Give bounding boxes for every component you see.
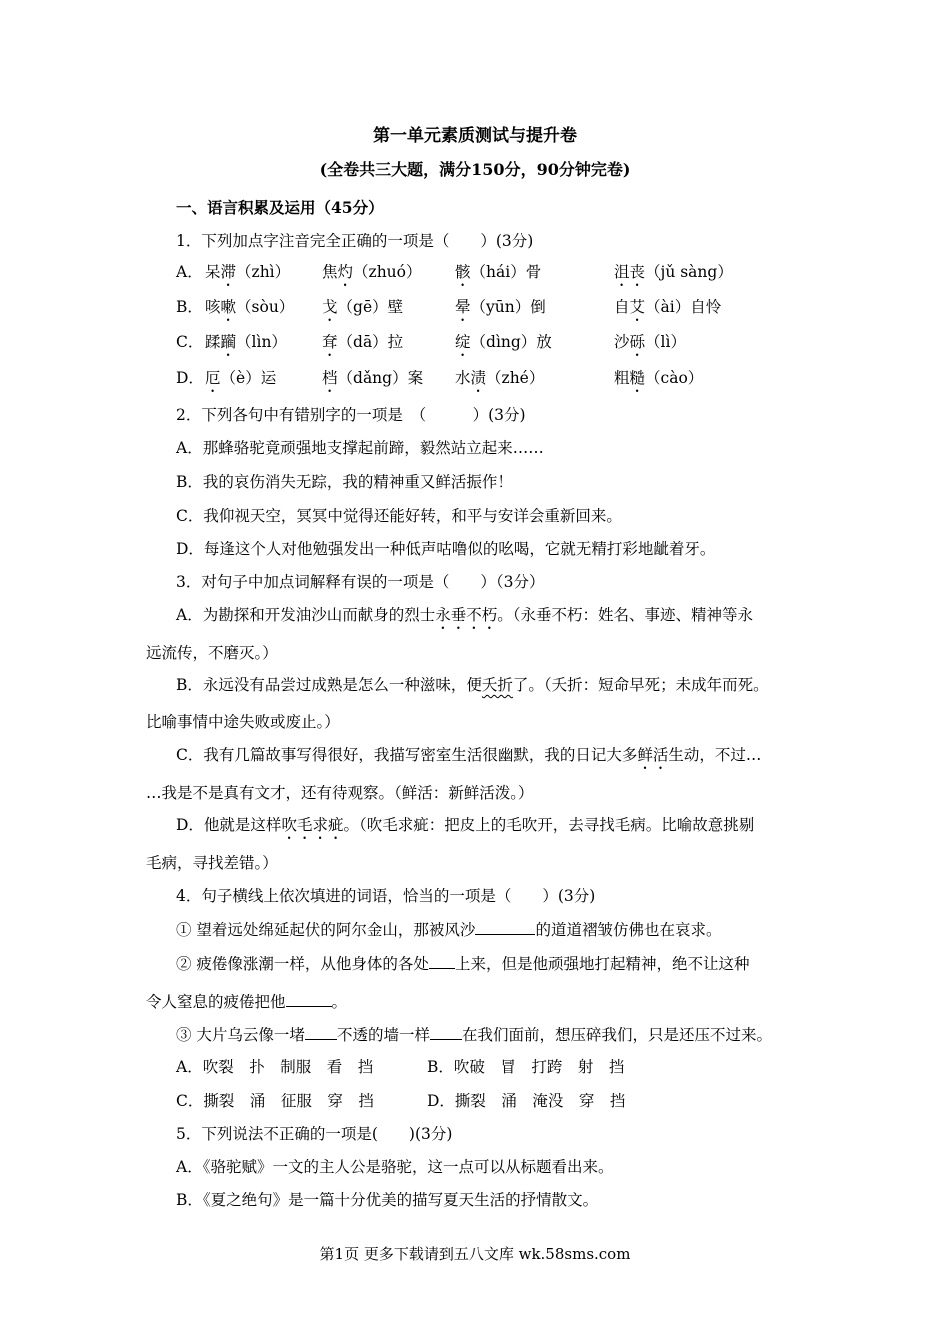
option-item: 沮丧（jǔ sàng） [614, 263, 733, 281]
question-5-option-b: B．《夏之绝句》是一篇十分优美的描写夏天生活的抒情散文。 [176, 1191, 599, 1209]
option-label: B． [176, 298, 203, 316]
option-item: 绽（dìng）放 [455, 333, 552, 351]
option-item: 粗糙（cào） [614, 369, 704, 387]
page-subtitle: (全卷共三大题，满分150分，90分钟完卷) [319, 160, 631, 179]
option-item: 呆滞（zhì） [205, 263, 291, 281]
option-item: 自艾（ài）自怜 [614, 298, 722, 316]
question-4-option-a: A．吹裂 扑 制服 看 挡 [176, 1058, 374, 1076]
option-item: 水渍（zhé） [455, 369, 545, 387]
question-4-option-c: C．撕裂 涌 征服 穿 挡 [176, 1092, 374, 1110]
option-item: 档（dǎng）案 [322, 369, 424, 387]
question-3-stem: 3．对句子中加点词解释有误的一项是（ ）（3分） [176, 573, 545, 591]
fill-blank [286, 991, 332, 1007]
fill-blank [305, 1024, 337, 1040]
option-item: 骸（hái）骨 [455, 263, 542, 281]
fill-blank [429, 953, 455, 969]
option-label: C． [176, 333, 204, 351]
page-title: 第一单元素质测试与提升卷 [373, 126, 577, 146]
question-3-option-b: B．永远没有品尝过成熟是怎么一种滋味，便夭折了。（夭折：短命早死；未成年而死。 [176, 676, 769, 694]
question-3-option-d-cont: 毛病，寻找差错。） [146, 854, 278, 872]
question-5-option-a: A．《骆驼赋》一文的主人公是骆驼，这一点可以从标题看出来。 [176, 1158, 614, 1176]
question-3-option-c: C．我有几篇故事写得很好，我描写密室生活很幽默，我的日记大多鲜活生动，不过… [176, 746, 762, 764]
question-2-option-b: B．我的哀伤消失无踪，我的精神重又鲜活振作！ [176, 473, 513, 491]
question-2-option-d: D．每逢这个人对他勉强发出一种低声咕噜似的吆喝，它就无精打彩地龇着牙。 [176, 540, 716, 558]
page-footer: 第1页 更多下载请到五八文库 wk.58sms.com [319, 1245, 631, 1263]
question-2-option-c: C．我仰视天空，冥冥中觉得还能好转，和平与安详会重新回来。 [176, 507, 622, 525]
question-4-option-b: B．吹破 冒 打跨 射 挡 [427, 1058, 625, 1076]
question-4-option-d: D．撕裂 涌 淹没 穿 挡 [427, 1092, 626, 1110]
question-2-stem: 2．下列各句中有错别字的一项是 （ ）(3分) [176, 406, 526, 424]
option-item: 焦灼（zhuó） [322, 263, 422, 281]
option-item: 咳嗽（sòu） [205, 298, 295, 316]
question-2-option-a: A．那蜂骆驼竟顽强地支撑起前蹄，毅然站立起来…… [176, 439, 544, 457]
question-3-option-d: D．他就是这样吹毛求疵。（吹毛求疵：把皮上的毛吹开，去寻找毛病。比喻故意挑剔 [176, 816, 755, 834]
option-label: A． [176, 263, 203, 281]
question-4-sentence-3: ③ 大片乌云像一堵 不透的墙一样 在我们面前，想压碎我们，只是还压不过来。 [176, 1026, 772, 1044]
option-item: 厄（è）运 [205, 369, 277, 387]
section-heading: 一、语言积累及运用（45分） [176, 198, 384, 217]
question-1-stem: 1．下列加点字注音完全正确的一项是（ ）(3分) [176, 232, 534, 250]
fill-blank [475, 919, 535, 935]
option-item: 戈（gē）壁 [322, 298, 404, 316]
question-4-stem: 4．句子横线上依次填进的词语，恰当的一项是（ ）(3分) [176, 887, 596, 905]
option-item: 耷（dā）拉 [322, 333, 404, 351]
question-5-stem: 5．下列说法不正确的一项是( )(3分) [176, 1125, 453, 1143]
fill-blank [430, 1024, 462, 1040]
question-4-sentence-1: ① 望着远处绵延起伏的阿尔金山，那被风沙 的道道褶皱仿佛也在哀求。 [176, 921, 722, 939]
question-4-sentence-2: ② 疲倦像涨潮一样，从他身体的各处 上来，但是他顽强地打起精神，绝不让这种 [176, 955, 750, 973]
question-3-option-a: A．为勘探和开发油沙山而献身的烈士永垂不朽。（永垂不朽：姓名、事迹、精神等永 [176, 606, 753, 624]
question-3-option-a-cont: 远流传，不磨灭。） [146, 644, 278, 662]
question-4-sentence-2-cont: 令人窒息的疲倦把他 。 [146, 993, 348, 1011]
question-3-option-c-cont: …我是不是真有文才，还有待观察。（鲜活：新鲜活泼。） [146, 784, 534, 802]
option-label: D． [176, 369, 204, 387]
option-item: 蹂躏（lìn） [205, 333, 287, 351]
question-3-option-b-cont: 比喻事情中途失败或废止。） [146, 713, 340, 731]
option-item: 晕（yūn）倒 [455, 298, 546, 316]
option-item: 沙砾（lì） [614, 333, 686, 351]
